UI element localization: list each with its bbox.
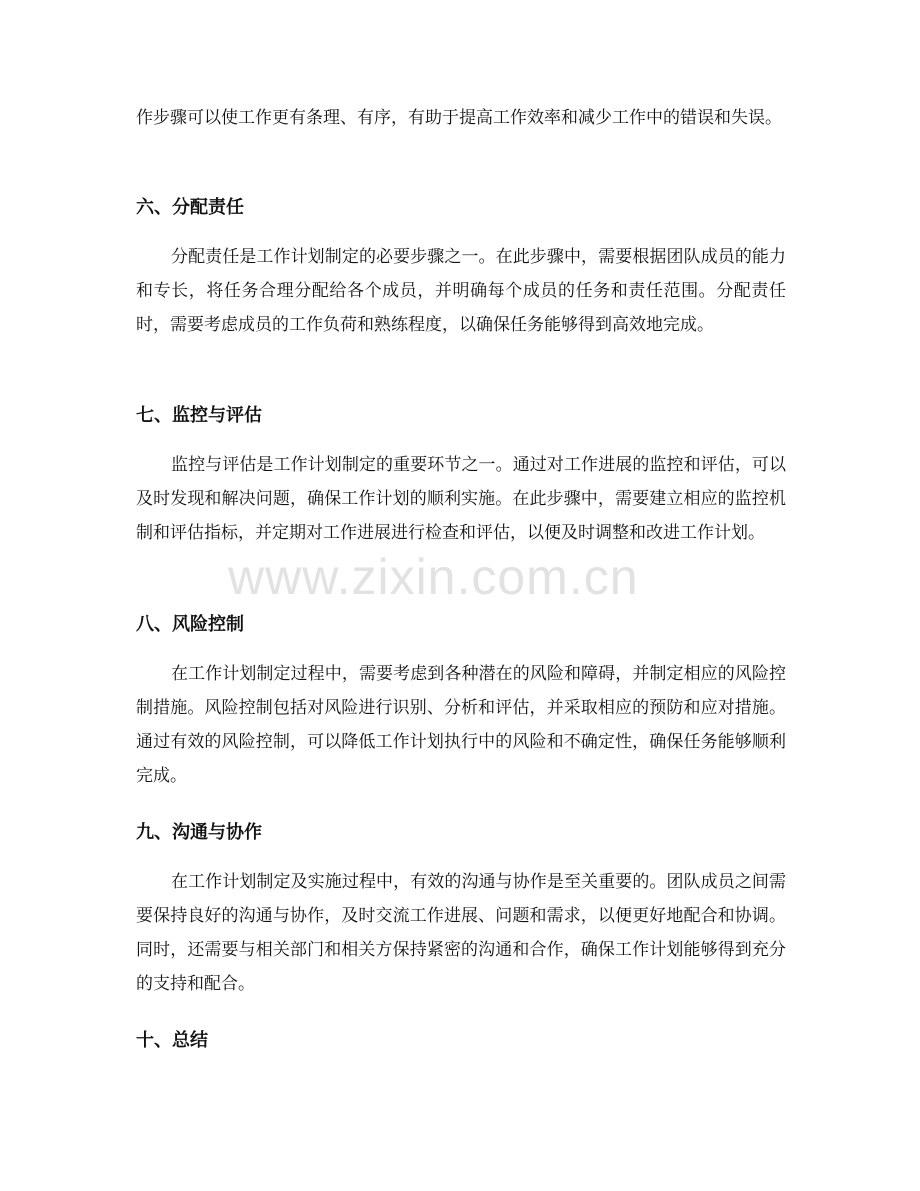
section-heading-7: 七、监控与评估 — [136, 405, 262, 426]
section-paragraph-7: 监控与评估是工作计划制定的重要环节之一。通过对工作进展的监控和评估，可以及时发现和解决问题，确保工作计划的顺利实施。在此步骤中，需要建立相应的监控机制和评估指标，并定期对工作进展进行检查和评估，以便及时调整和改进工作计划。 — [136, 455, 786, 543]
section-heading-8: 八、风险控制 — [136, 614, 244, 635]
continuation-paragraph: 作步骤可以使工作更有条理、有序，有助于提高工作效率和减少工作中的错误和失误。 — [136, 108, 782, 128]
section-paragraph-9: 在工作计划制定及实施过程中，有效的沟通与协作是至关重要的。团队成员之间需要保持良好的沟通与协作，及时交流工作进展、问题和需求，以便更好地配合和协调。同时，还需要与相关部门和相关方保持紧密的沟通和合作，确保工作计划能够得到充分的支持和配合。 — [136, 872, 786, 994]
section-paragraph-6: 分配责任是工作计划制定的必要步骤之一。在此步骤中，需要根据团队成员的能力和专长，将任务合理分配给各个成员，并明确每个成员的任务和责任范围。分配责任时，需要考虑成员的工作负荷和熟练程度，以确保任务能够得到高效地完成。 — [136, 247, 786, 335]
section-heading-9: 九、沟通与协作 — [136, 822, 262, 843]
section-paragraph-8: 在工作计划制定过程中，需要考虑到各种潜在的风险和障碍，并制定相应的风险控制措施。风险控制包括对风险进行识别、分析和评估，并采取相应的预防和应对措施。通过有效的风险控制，可以降低工作计划执行中的风险和不确定性，确保任务能够顺利完成。 — [136, 664, 786, 786]
section-heading-6: 六、分配责任 — [136, 197, 244, 218]
watermark-text: www.zixin.com.cn — [228, 549, 639, 605]
section-heading-10: 十、总结 — [136, 1030, 208, 1051]
